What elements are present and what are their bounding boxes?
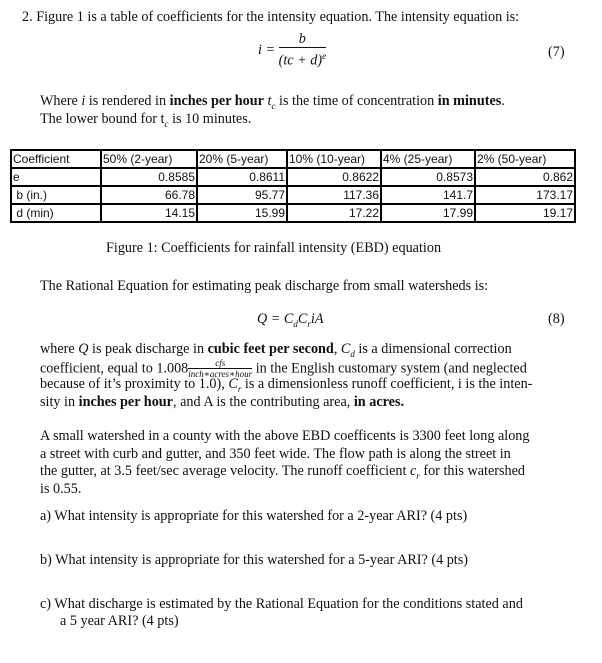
eq7-exponent: e (322, 51, 327, 61)
sub: r (416, 470, 420, 481)
table-cell: 66.78 (101, 186, 197, 204)
figure-caption: Figure 1: Coefficients for rainfall intensity (EBD) equation (106, 240, 442, 256)
eq7-lhs: i = (258, 42, 276, 59)
table-cell: 173.17 (475, 186, 575, 204)
equation-7-number: (7) (548, 44, 565, 60)
t: C (297, 311, 308, 327)
t: inches per hour (78, 393, 173, 410)
header-cell: 20% (5-year) (197, 150, 287, 168)
table-cell: 117.36 (287, 186, 381, 204)
question-b: b) What intensity is appropriate for this watershed for a 5-year ARI? (4 pts) (40, 552, 468, 568)
t: is 10 minutes. (168, 111, 252, 127)
line: a street with curb and gutter, and 350 feet wide. The flow path is along the street in (40, 445, 511, 462)
t: i (81, 93, 86, 109)
sub: r (237, 383, 242, 394)
rational-intro: The Rational Equation for estimating peak discharge from small watersheds is: (40, 278, 489, 294)
t: . (501, 93, 505, 109)
line (40, 359, 568, 377)
table-header-row (11, 150, 575, 168)
question-intro: 2. Figure 1 is a table of coefficients for the intensity equation. The intensity equation is: (22, 9, 520, 25)
question-a: a) What intensity is appropriate for this watershed for a 2-year ARI? (4 pts) (40, 508, 468, 524)
table-cell: 14.15 (101, 204, 197, 222)
eq7-fraction (279, 32, 326, 70)
where-line-2 (40, 111, 251, 129)
t: C (340, 341, 351, 357)
t: is peak discharge in (88, 341, 208, 357)
t: c (409, 463, 417, 479)
line: A small watershed in a county with the above EBD coefficents is 3300 feet long along (40, 428, 530, 444)
row-label: d (min) (11, 204, 101, 222)
table-row (11, 204, 575, 222)
t: Where (40, 93, 82, 109)
t: The lower bound for t (40, 111, 165, 127)
header-cell: 50% (2-year) (101, 150, 197, 168)
sub: c (271, 100, 276, 111)
header-cell: 4% (25-year) (381, 150, 475, 168)
question-c-line-2: a 5 year ARI? (4 pts) (60, 613, 179, 629)
t: Q (78, 341, 89, 357)
t: inches per hour (169, 93, 264, 109)
t: cubic feet per second (207, 341, 334, 357)
sub: d (293, 318, 298, 329)
t: in the English customary system (and neglected (252, 359, 527, 376)
t: is a dimensional correction (354, 341, 512, 357)
table-cell: 141.7 (381, 186, 475, 204)
line (40, 376, 568, 394)
sub: d (350, 348, 355, 359)
table-cell: 15.99 (197, 204, 287, 222)
t: coefficient, equal to 1.008 (40, 359, 189, 376)
equation-7 (258, 32, 326, 70)
header-cell: 10% (10-year) (287, 150, 381, 168)
t: , and A is the contributing area, (172, 393, 354, 410)
paragraph-watershed (40, 428, 568, 498)
t: iA (310, 311, 324, 327)
t: in acres. (353, 393, 405, 410)
t: cfs (188, 359, 252, 369)
table-cell: 0.8611 (197, 168, 287, 186)
t: is the time of concentration (275, 93, 438, 109)
equation-8-number: (8) (548, 311, 565, 327)
coefficients-table (10, 149, 576, 223)
equation-8 (257, 311, 323, 329)
table-cell: 0.8573 (381, 168, 475, 186)
row-label: b (in.) (11, 186, 101, 204)
table-cell: 0.8622 (287, 168, 381, 186)
paragraph-definitions (40, 341, 568, 411)
table-cell: 17.99 (381, 204, 475, 222)
t: C (228, 376, 238, 392)
t: sity in (40, 393, 79, 410)
table-cell: 19.17 (475, 204, 575, 222)
row-label: e (11, 168, 101, 186)
sub: c (164, 118, 169, 129)
table-row (11, 186, 575, 204)
line (40, 341, 568, 359)
line: is 0.55. (40, 480, 82, 497)
t: where (40, 341, 79, 357)
eq7-numerator: b (279, 32, 326, 48)
t: is a dimensionless runoff coefficient, i is the inten- (241, 376, 533, 392)
table-cell: 0.8585 (101, 168, 197, 186)
question-c-line-1: c) What discharge is estimated by the Rational Equation for the conditions stated and (40, 596, 523, 612)
t: in minutes (437, 93, 502, 109)
t: Q = C (257, 311, 294, 327)
table-cell: 0.862 (475, 168, 575, 186)
t: inch∗acres∗hour (188, 368, 253, 379)
t: is rendered in (85, 93, 170, 109)
table-row (11, 168, 575, 186)
t: the gutter, at 3.5 feet/sec average velocity. The runoff coefficient (40, 463, 410, 479)
where-line-1 (40, 93, 505, 111)
sub: r (307, 318, 311, 329)
t: for this watershed (419, 463, 526, 479)
table-cell: 17.22 (287, 204, 381, 222)
line (40, 463, 568, 481)
table-cell: 95.77 (197, 186, 287, 204)
header-cell: Coefficient (11, 150, 101, 168)
header-cell: 2% (50-year) (475, 150, 575, 168)
t: , (333, 341, 341, 357)
t: because of it’s proximity to 1.0), (40, 376, 229, 392)
t: t (263, 93, 272, 109)
line (40, 394, 568, 412)
eq7-denominator: (tc + d) (278, 52, 323, 69)
